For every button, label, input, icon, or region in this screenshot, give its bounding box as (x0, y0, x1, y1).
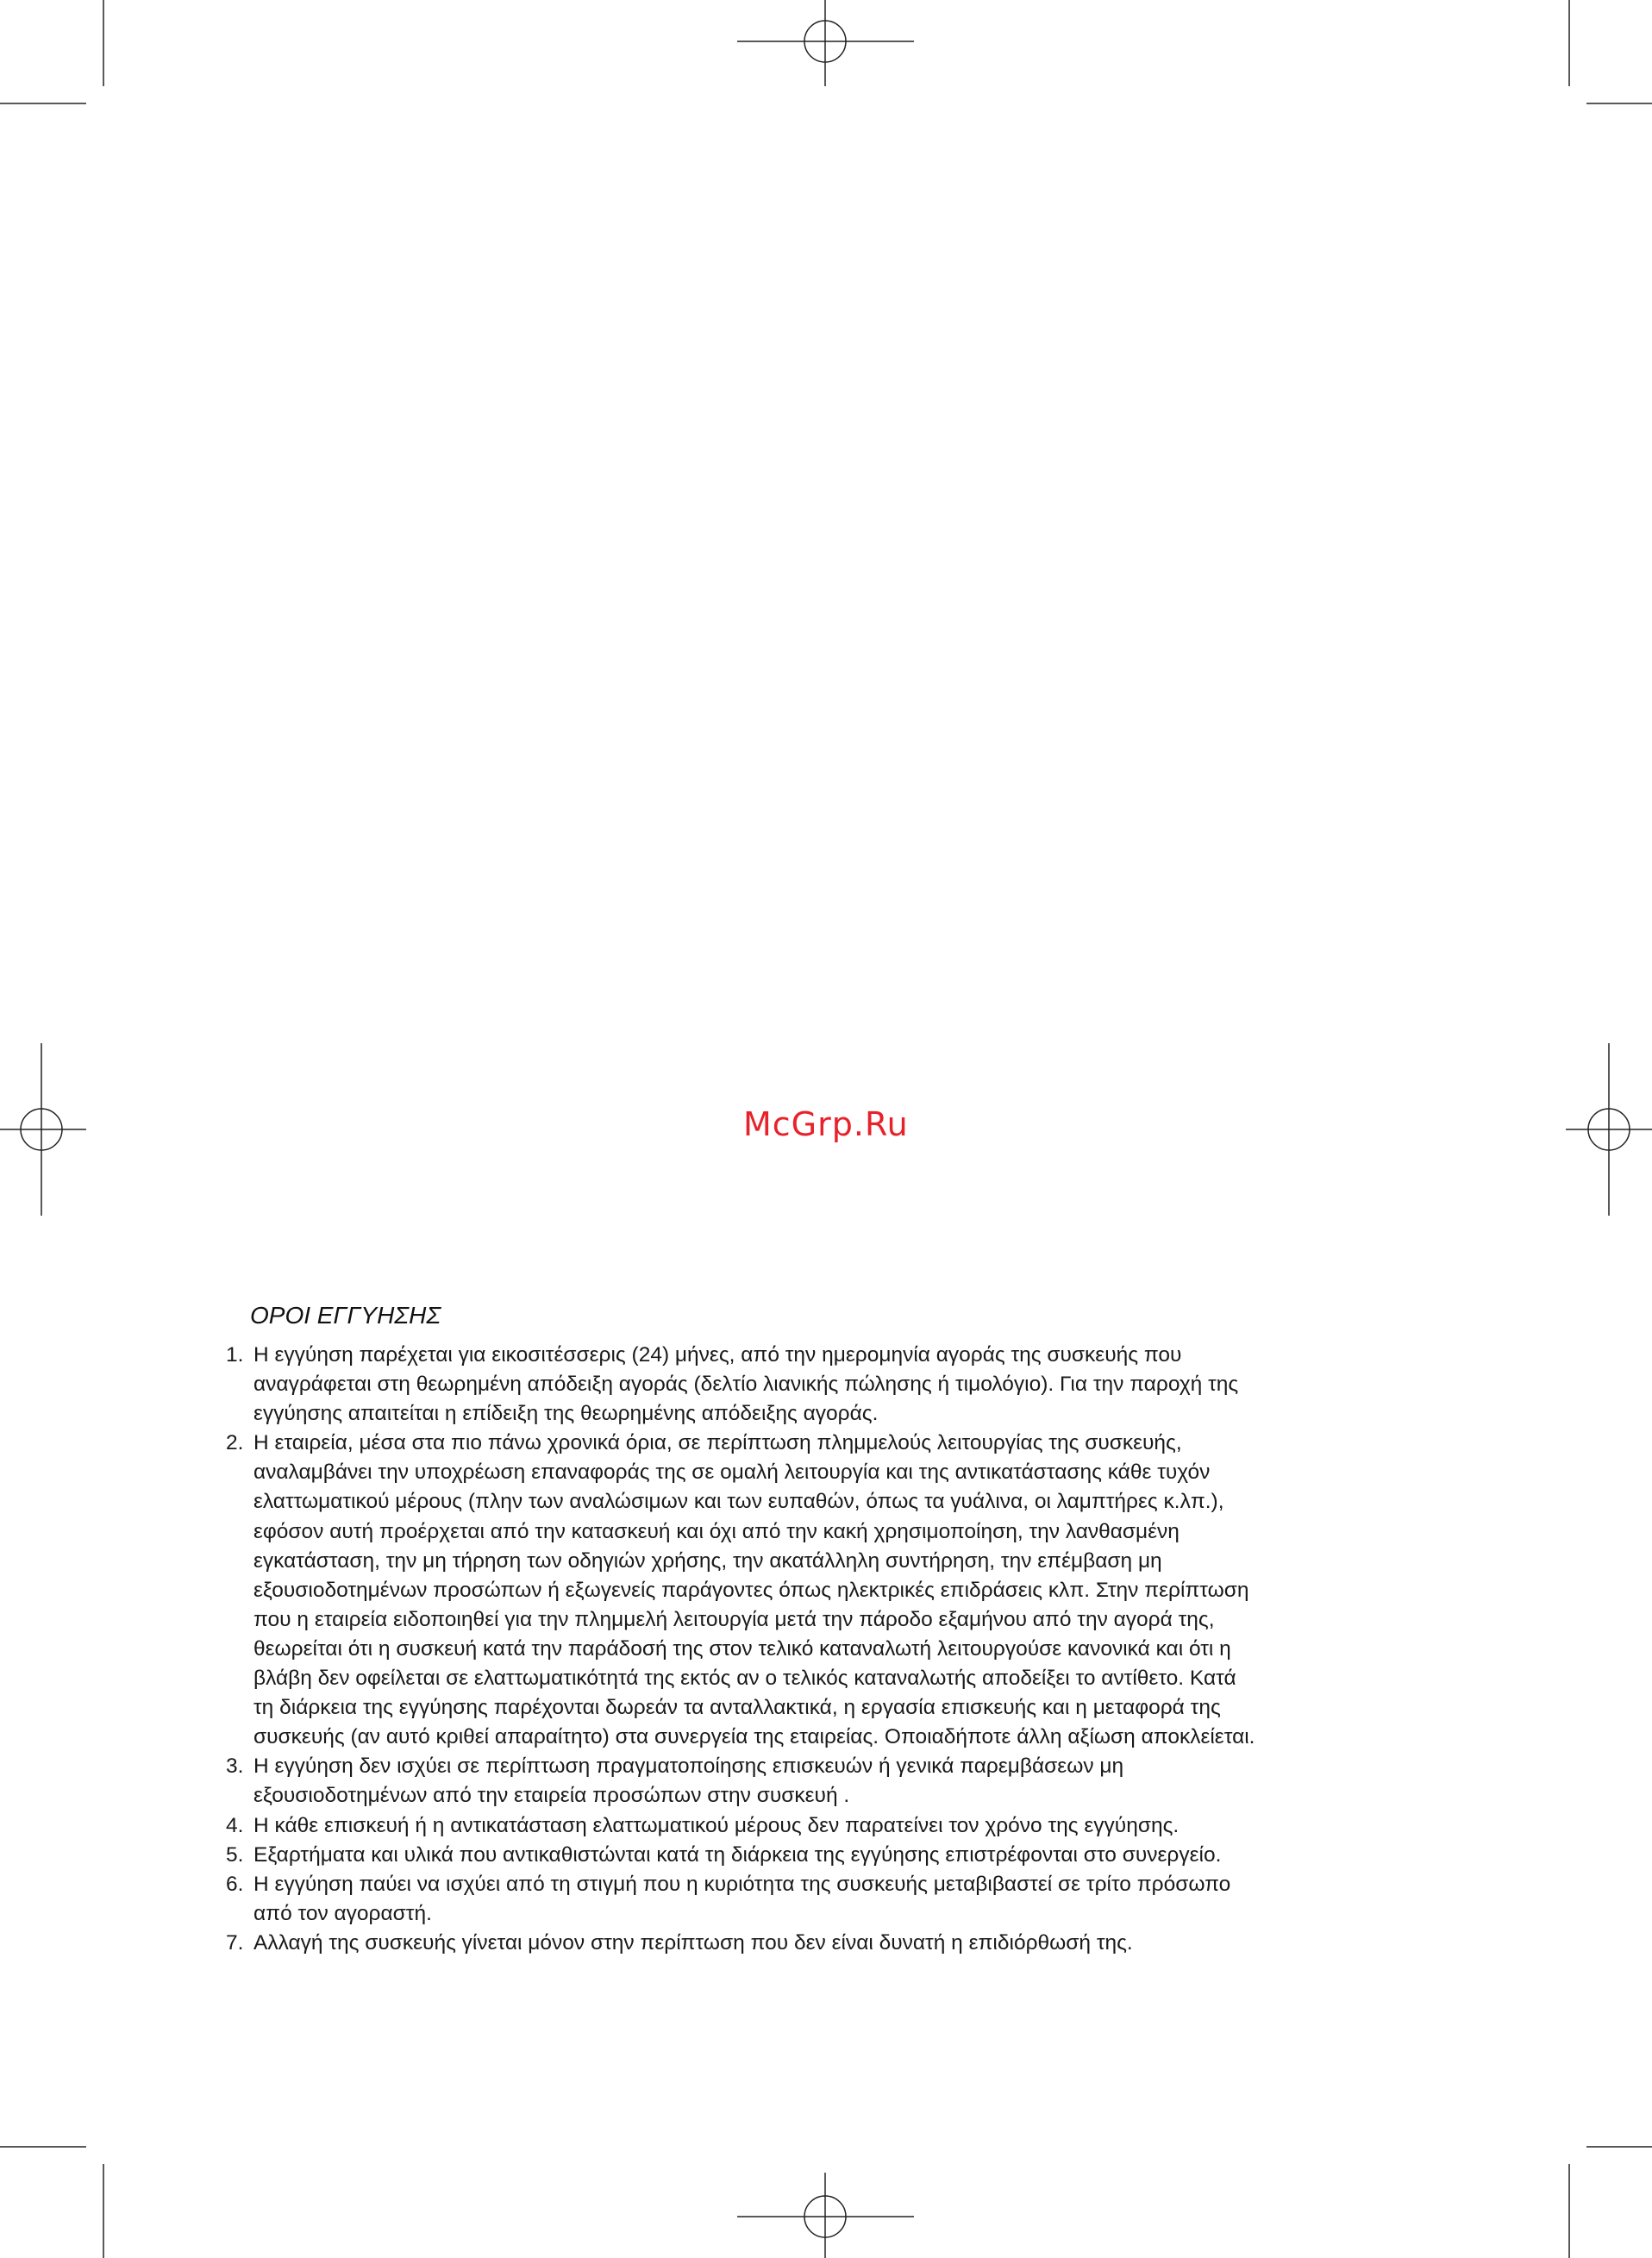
list-item (226, 1752, 1261, 1811)
item-text: Εξαρτήματα και υλικά που αντικαθιστώνται κατά τη διάρκεια της εγγύησης επιστρέφονται στο συνεργείο. (253, 1842, 1222, 1867)
list-item (226, 1429, 1261, 1752)
item-number: 3. (226, 1754, 244, 1779)
item-text: Η εγγύηση παύει να ισχύει από τη στιγμή που η κυριότητα της συσκευής μεταβιβαστεί σε τρίτο πρόσωπο από τον αγοραστή. (253, 1872, 1231, 1925)
item-text: Η εγγύηση παρέχεται για εικοσιτέσσερις (24) μήνες, από την ημερομηνία αγοράς της συσκευής που αναγράφεται στη θεωρημένη απόδειξη αγοράς (δελτίο λιανικής πώλησης ή τιμολόγιο). Για την παροχή της εγγύησης απαιτείται η επίδειξη της θεωρημένης απόδειξης αγοράς. (253, 1343, 1239, 1426)
list-item (226, 1341, 1261, 1429)
item-text: Η εταιρεία, μέσα στα πιο πάνω χρονικά όρια, σε περίπτωση πλημμελούς λειτουργίας της συσκευής, αναλαμβάνει την υποχρέωση επαναφοράς της σε ομαλή λειτουργία και της αντικατάστασης κάθε τυχόν ελαττωματικού μέρους (πλην των αναλώσιμων και των ευπαθών, όπως τα γυάλινα, οι λαμπτήρες κ.λπ.), εφόσον αυτή προέρχεται από την κατασκευή και όχι από την κακή χρησιμοποίηση, την λανθασμένη εγκατάσταση, την μη τήρηση των οδηγιών χρήσης, την ακατάλληλη συντήρηση, την επέμβαση μη εξουσιοδοτημένων προσώπων ή εξωγενείς παράγοντες όπως ηλεκτρικές επιδράσεις κλπ. Στην περίπτωση που η εταιρεία ειδοποιηθεί για την πλημμελή λειτουργία μετά την πάροδο εξαμήνου από την αγορά της, θεωρείται ότι η συσκευή κατά την παράδοσή της στον τελικό καταναλωτή λειτουργούσε κανονικά και ότι η βλάβη δεν οφείλεται σε ελαττωματικότητά της εκτός αν ο τελικός καταναλωτής αποδείξει το αντίθετο. Κατά τη διάρκεια της εγγύησης παρέχονται δωρεάν τα ανταλλακτικά, η εργασία επισκευής και η μεταφορά της συσκευής (αν αυτό κριθεί απαραίτητο) στα συνεργεία της εταιρείας. Οποιαδήποτε άλλη αξίωση αποκλείεται. (253, 1431, 1255, 1749)
item-number: 7. (226, 1930, 244, 1955)
section-title: ΟΡΟΙ ΕΓΓΥΗΣΗΣ (250, 1302, 441, 1329)
registration-target-bottom (737, 2173, 914, 2258)
list-item (226, 1811, 1261, 1841)
list-item (226, 1929, 1261, 1958)
item-number: 5. (226, 1842, 244, 1867)
registration-target-right (1566, 1043, 1652, 1216)
list-item (226, 1870, 1261, 1929)
item-text: Η εγγύηση δεν ισχύει σε περίπτωση πραγματοποίησης επισκευών ή γενικά παρεμβάσεων μη εξουσιοδοτημένων από την εταιρεία προσώπων στην συσκευή . (253, 1754, 1124, 1808)
item-text: Η κάθε επισκευή ή η αντικατάσταση ελαττωματικού μέρους δεν παρατείνει τον χρόνο της εγγύησης. (253, 1813, 1180, 1837)
item-number: 6. (226, 1872, 244, 1896)
item-number: 2. (226, 1431, 244, 1455)
registration-target-top (737, 0, 914, 86)
item-number: 4. (226, 1813, 244, 1837)
watermark: McGrp.Ru (743, 1105, 909, 1143)
item-text: Αλλαγή της συσκευής γίνεται μόνον στην περίπτωση που δεν είναι δυνατή η επιδιόρθωσή της. (253, 1930, 1133, 1955)
list-item (226, 1841, 1261, 1870)
warranty-terms-list (226, 1341, 1261, 1958)
item-number: 1. (226, 1343, 244, 1367)
registration-target-left (0, 1043, 86, 1216)
